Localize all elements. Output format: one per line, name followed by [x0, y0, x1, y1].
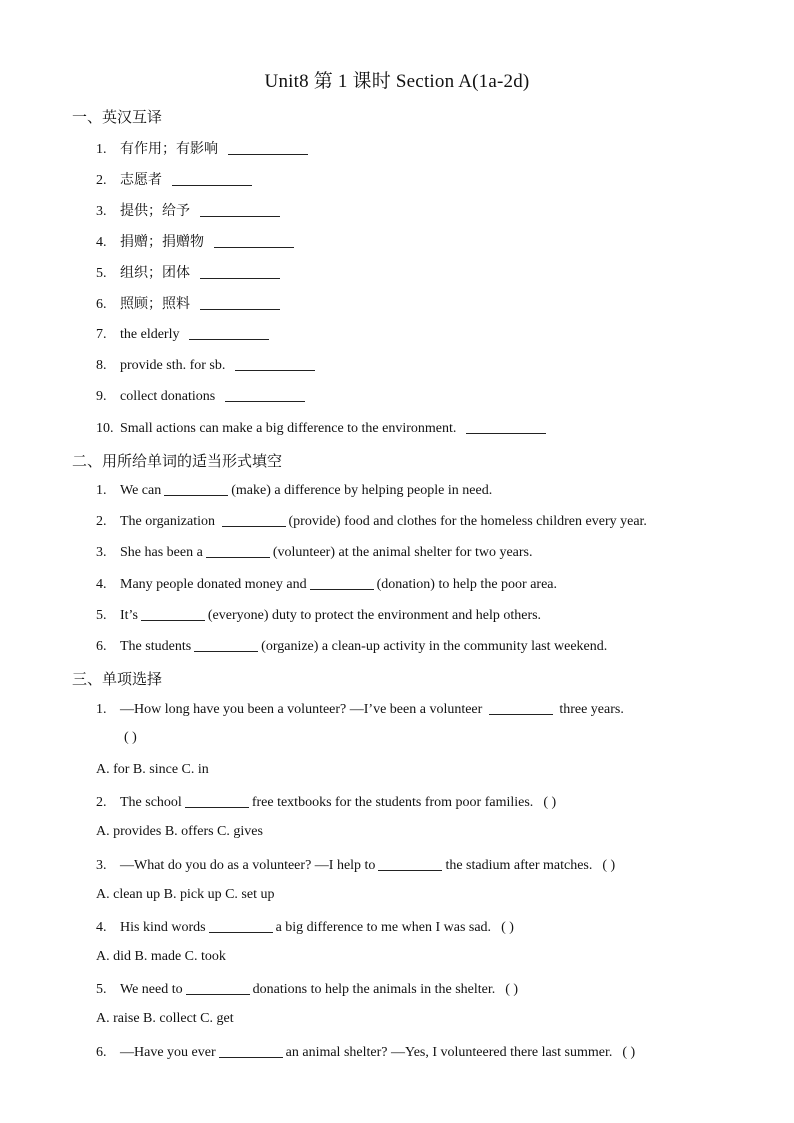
question-text-after: a big difference to me when I was sad. — [275, 920, 492, 935]
item-text-after: (everyone) duty to protect the environment and help others. — [207, 608, 542, 623]
item-number: 3. — [96, 204, 107, 219]
translation-item — [96, 200, 283, 220]
item-text: 志愿者 — [120, 173, 162, 188]
translation-item — [96, 231, 297, 251]
item-text: 组织；团体 — [120, 266, 190, 281]
question-text-before: —Have you ever — [120, 1045, 216, 1060]
translation-item — [96, 387, 308, 405]
item-number: 9. — [96, 389, 107, 404]
answer-parentheses[interactable]: ( ) — [505, 982, 519, 997]
answer-blank[interactable] — [225, 387, 305, 402]
answer-blank[interactable] — [378, 856, 442, 871]
item-text-before: She has been a — [120, 545, 203, 560]
answer-blank[interactable] — [222, 512, 286, 527]
item-text-after: (volunteer) at the animal shelter for two years. — [272, 545, 533, 560]
answer-blank[interactable] — [200, 264, 280, 279]
item-text: Small actions can make a big difference to the environment. — [120, 421, 457, 436]
item-text-after: (provide) food and clothes for the homeless children every year. — [288, 514, 647, 529]
answer-blank[interactable] — [200, 295, 280, 310]
item-number: 2. — [96, 795, 107, 810]
fill-in-item — [96, 512, 647, 530]
answer-parentheses[interactable]: ( ) — [501, 920, 514, 935]
fill-in-item — [96, 606, 541, 624]
item-number: 7. — [96, 327, 107, 342]
translation-item — [96, 356, 318, 374]
page-title: Unit8 第 1 课时 Section A(1a-2d) — [264, 71, 530, 92]
question-text-after: donations to help the animals in the shelter. — [252, 982, 496, 997]
item-number: 4. — [96, 577, 107, 592]
translation-item — [96, 169, 255, 189]
question-text-after: three years. — [555, 702, 624, 717]
answer-blank[interactable] — [185, 793, 249, 808]
fill-in-item — [96, 543, 533, 561]
answer-blank[interactable] — [209, 918, 273, 933]
answer-parentheses[interactable]: ( ) — [124, 730, 137, 745]
answer-options: A. did B. made C. took — [96, 949, 226, 964]
answer-blank[interactable] — [489, 700, 553, 715]
section-heading-multiple-choice: 三、单项选择 — [72, 672, 163, 688]
translation-item — [96, 138, 311, 158]
answer-blank[interactable] — [186, 980, 250, 995]
translation-item — [96, 293, 283, 313]
answer-blank[interactable] — [219, 1043, 283, 1058]
question-text-after: free textbooks for the students from poor families. — [251, 795, 534, 810]
answer-blank[interactable] — [228, 140, 308, 155]
question-text-after: the stadium after matches. — [445, 858, 593, 873]
item-text-before: Many people donated money and — [120, 577, 307, 592]
fill-in-item — [96, 637, 607, 655]
answer-options: A. provides B. offers C. gives — [96, 824, 263, 839]
item-text: 有作用；有影响 — [120, 142, 218, 157]
translation-item — [96, 325, 272, 343]
question-item — [96, 980, 518, 998]
item-number: 6. — [96, 297, 107, 312]
answer-blank[interactable] — [206, 543, 270, 558]
question-text-before: His kind words — [120, 920, 206, 935]
fill-in-item — [96, 575, 557, 593]
item-text: 捐赠；捐赠物 — [120, 235, 204, 250]
item-number: 5. — [96, 608, 107, 623]
question-text-before: We need to — [120, 982, 183, 997]
question-item — [96, 918, 514, 936]
translation-item — [96, 419, 549, 437]
answer-parentheses[interactable]: ( ) — [622, 1045, 636, 1060]
item-text: the elderly — [120, 327, 180, 342]
item-text-before: The students — [120, 639, 192, 654]
answer-blank[interactable] — [200, 202, 280, 217]
answer-blank[interactable] — [172, 171, 252, 186]
question-text-before: The school — [120, 795, 182, 810]
answer-parentheses[interactable]: ( ) — [543, 795, 557, 810]
item-number: 10. — [96, 421, 114, 436]
section-heading-fill-in: 二、用所给单词的适当形式填空 — [72, 454, 283, 470]
item-text-before: It’s — [120, 608, 138, 623]
item-text: 提供；给予 — [120, 204, 190, 219]
item-text: collect donations — [120, 389, 216, 404]
answer-blank[interactable] — [466, 419, 546, 434]
item-number: 4. — [96, 235, 107, 250]
item-number: 8. — [96, 358, 107, 373]
answer-options: A. raise B. collect C. get — [96, 1011, 234, 1026]
item-number: 4. — [96, 920, 107, 935]
question-item — [96, 700, 624, 718]
answer-blank[interactable] — [310, 575, 374, 590]
item-number: 2. — [96, 514, 107, 529]
answer-blank[interactable] — [214, 233, 294, 248]
item-number: 3. — [96, 545, 107, 560]
question-text-before: —How long have you been a volunteer? —I’ve been a volunteer — [120, 702, 486, 717]
item-text-after: (organize) a clean-up activity in the community last weekend. — [261, 639, 608, 654]
item-text: provide sth. for sb. — [120, 358, 226, 373]
item-number: 1. — [96, 483, 107, 498]
answer-blank[interactable] — [164, 481, 228, 496]
answer-blank[interactable] — [141, 606, 205, 621]
item-number: 3. — [96, 858, 107, 873]
answer-blank[interactable] — [189, 325, 269, 340]
answer-options: A. clean up B. pick up C. set up — [96, 887, 275, 902]
question-item — [96, 856, 615, 874]
question-text-after: an animal shelter? —Yes, I volunteered there last summer. — [285, 1045, 613, 1060]
question-text-before: —What do you do as a volunteer? —I help to — [120, 858, 376, 873]
item-number: 6. — [96, 1045, 107, 1060]
item-text-after: (donation) to help the poor area. — [376, 577, 558, 592]
translation-item — [96, 262, 283, 282]
item-text: 照顾；照料 — [120, 297, 190, 312]
item-number: 1. — [96, 702, 107, 717]
item-number: 6. — [96, 639, 107, 654]
item-number: 1. — [96, 142, 107, 157]
answer-blank[interactable] — [194, 637, 258, 652]
item-text-before: We can — [120, 483, 162, 498]
question-item — [96, 1043, 635, 1061]
answer-parentheses[interactable]: ( ) — [602, 858, 616, 873]
answer-options: A. for B. since C. in — [96, 762, 209, 777]
item-text-before: The organization — [120, 514, 219, 529]
item-number: 5. — [96, 266, 107, 281]
item-text-after: (make) a difference by helping people in need. — [231, 483, 493, 498]
question-item — [96, 793, 556, 811]
item-number: 5. — [96, 982, 107, 997]
fill-in-item — [96, 481, 492, 499]
answer-blank[interactable] — [235, 356, 315, 371]
item-number: 2. — [96, 173, 107, 188]
section-heading-translation: 一、英汉互译 — [72, 110, 163, 126]
